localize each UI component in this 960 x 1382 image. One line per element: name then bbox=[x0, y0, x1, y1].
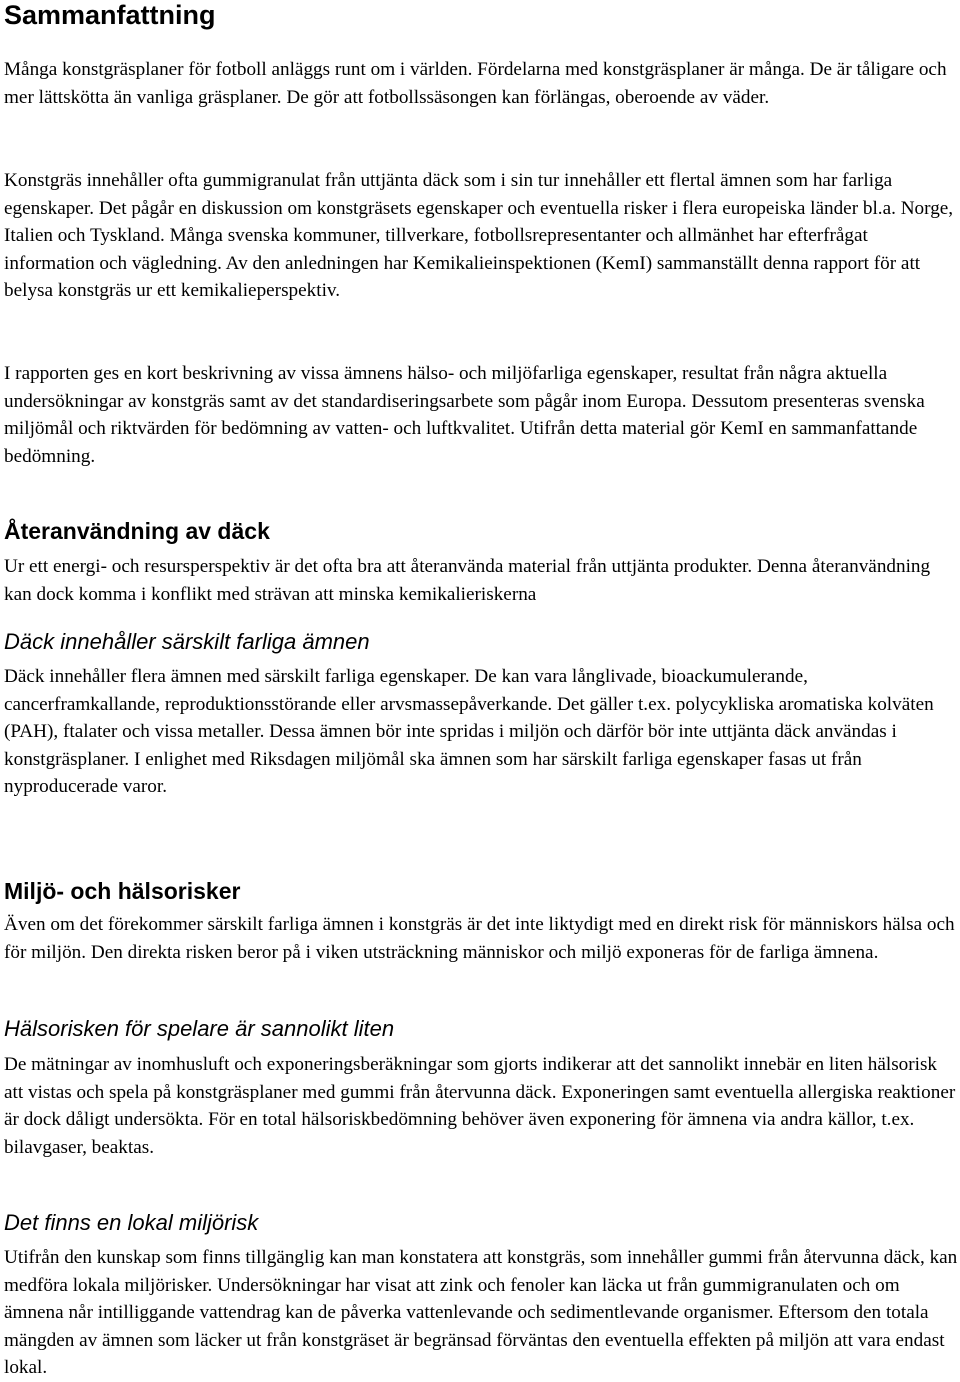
subsection-heading-dangerous-substances: Däck innehåller särskilt farliga ämnen bbox=[4, 629, 370, 654]
subsection-heading-health-risk: Hälsorisken för spelare är sannolikt liten bbox=[4, 1016, 395, 1041]
risks-paragraph: Även om det förekommer särskilt farliga ämnen i konstgräs är det inte liktydigt med en direkt risk för människors hälsa och för miljön. Den direkta risken beror på i viken utsträckning människor och miljö exponeras för de farliga ämnena. bbox=[4, 914, 955, 963]
section-heading-reuse: Återanvändning av däck bbox=[4, 518, 270, 544]
page-title: Sammanfattning bbox=[4, 0, 216, 30]
subsection-heading-environmental-risk: Det finns en lokal miljörisk bbox=[4, 1210, 259, 1235]
health-risk-paragraph: De mätningar av inomhusluft och exponeringsberäkningar som gjorts indikerar att det sannolikt innebär en liten hälsorisk att vistas och spela på konstgräsplaner med gummi från återvunna däck. Exponeringen samt eventuella allergiska reaktioner är dock dåligt undersökta. För en total hälsoriskbedömning behöver även exponering för ämnena via andra källor, t.ex. bilavgaser, beaktas. bbox=[4, 1054, 956, 1158]
reuse-paragraph: Ur ett energi- och resursperspektiv är det ofta bra att återanvända material från uttjänta produkter. Denna återanvändning kan dock komma i konflikt med strävan att minska kemikalieriskerna bbox=[4, 556, 931, 605]
section-heading-risks: Miljö- och hälsorisker bbox=[4, 878, 241, 904]
dangerous-substances-paragraph: Däck innehåller flera ämnen med särskilt farliga egenskaper. De kan vara långlivade, bioackumulerande, cancerframkallande, reproduktionsstörande eller arvsmassepåverkande. Det gäller t.ex. polycykliska aromatiska kolväten (PAH), ftalater och vissa metaller. Dessa ämnen bör inte spridas i miljön och därför bör inte uttjänta däck användas i konstgräsplaner. I enlighet med Riksdagen miljömål ska ämnen som har särskilt farliga egenskaper fasas ut från nyproducerade varor. bbox=[4, 666, 934, 797]
summary-paragraph-1: Många konstgräsplaner för fotboll anläggs runt om i världen. Fördelarna med konstgräsplaner är många. De är tåligare och mer lättskötta än vanliga gräsplaner. De gör att fotbollssäsongen kan förlängas, oberoende av väder. bbox=[4, 59, 947, 108]
environmental-risk-paragraph: Utifrån den kunskap som finns tillgänglig kan man konstatera att konstgräs, som innehåller gummi från återvunna däck, kan medföra lokala miljörisker. Undersökningar har visat att zink och fenoler kan läcka ut från gummigranulaten och om ämnena når intilliggande vattendrag kan de påverka vattenlevande och sedimentlevande organismer. Eftersom den totala mängden av ämnen som läcker ut från konstgräset är begränsad förväntas den eventuella effekten på miljön att vara endast lokal. bbox=[4, 1247, 958, 1378]
summary-paragraph-2: Konstgräs innehåller ofta gummigranulat från uttjänta däck som i sin tur innehåller ett flertal ämnen som har farliga egenskaper. Det pågår en diskussion om konstgräsets egenskaper och eventuella risker i flera europeiska länder bl.a. Norge, Italien och Tyskland. Många svenska kommuner, tillverkare, fotbollsrepresentanter och allmänhet har efterfrågat information och vägledning. Av den anledningen har Kemikalieinspektionen (KemI) sammanställt denna rapport för att belysa konstgräs ur ett kemikalieperspektiv. bbox=[4, 170, 954, 301]
summary-paragraph-3: I rapporten ges en kort beskrivning av vissa ämnens hälso- och miljöfarliga egenskaper, resultat från några aktuella undersökningar av konstgräs samt av det standardiseringsarbete som pågår inom Europa. Dessutom presenteras svenska miljömål och riktvärden för bedömning av vatten- och luftkvalitet. Utifrån detta material gör KemI en sammanfattande bedömning. bbox=[4, 363, 925, 467]
